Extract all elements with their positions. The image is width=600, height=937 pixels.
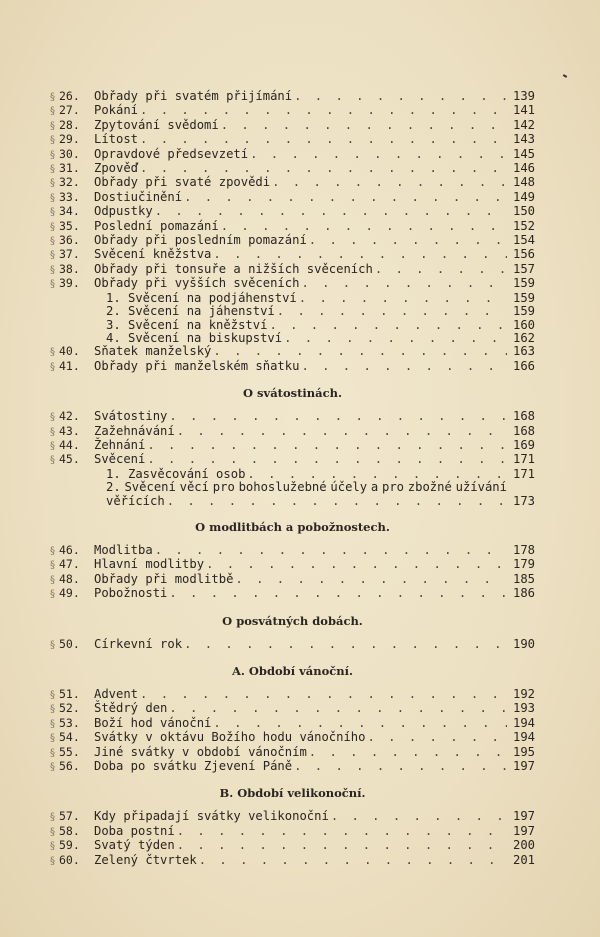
section-number-value: 47. (59, 557, 80, 572)
leader-dots (169, 410, 507, 423)
toc-entry-title: 2. Svěcení na jáhenství (106, 304, 275, 319)
section-heading-obdobi-velikonocni: B. Období velikonoční. (219, 786, 366, 801)
toc-entry-page: 146 (512, 161, 535, 176)
toc-entry-page: 159 (512, 290, 535, 305)
toc-entry (50, 176, 535, 190)
toc-entry-title: Dostiučinění (94, 189, 183, 204)
section-symbol: § (50, 412, 55, 424)
leader-dots (206, 558, 507, 571)
toc-entry-page: 193 (512, 701, 535, 716)
toc-entry-word: věcí (179, 480, 209, 495)
toc-entry (50, 825, 535, 839)
leader-dots (269, 319, 507, 332)
section-symbol: § (50, 192, 55, 204)
section-number-value: 38. (59, 261, 80, 276)
section-symbol: § (50, 236, 55, 248)
toc-entry (50, 104, 535, 118)
toc-entry-page: 200 (512, 838, 535, 853)
section-number-value: 46. (59, 542, 80, 557)
toc-entry-multiline-line1 (106, 481, 507, 494)
section-symbol: § (50, 135, 55, 147)
toc-group-1 (50, 90, 535, 374)
toc-entry-word: bohoslužebné (238, 480, 327, 495)
section-symbol: § (50, 704, 55, 716)
toc-entry-page: 156 (512, 247, 535, 262)
section-number (50, 90, 94, 104)
toc-entry (50, 544, 535, 558)
section-number (50, 558, 94, 572)
toc-entry-word: Svěcení (124, 480, 176, 495)
section-symbol: § (50, 762, 55, 774)
section-symbol: § (50, 207, 55, 219)
section-number (50, 191, 94, 205)
toc-entry-title: Boží hod vánoční (94, 715, 212, 730)
section-number (50, 439, 94, 453)
section-number-value: 57. (59, 809, 80, 824)
section-number (50, 234, 94, 248)
leader-dots (167, 495, 507, 508)
toc-entry (50, 205, 535, 219)
section-number-value: 37. (59, 247, 80, 262)
toc-entry-title: Kdy připadají svátky velikonoční (94, 809, 329, 824)
section-number (50, 263, 94, 277)
leader-dots (309, 746, 507, 759)
toc-entry-title: 1. Svěcení na podjáhenství (106, 290, 297, 305)
section-number (50, 587, 94, 601)
toc-entry-title: Obřady při vyšších svěceních (94, 276, 300, 291)
toc-entry-word: pro (212, 480, 235, 495)
leader-dots (299, 292, 507, 305)
toc-entry (50, 234, 535, 248)
section-number (50, 148, 94, 162)
section-symbol: § (50, 221, 55, 233)
leader-dots (301, 277, 507, 290)
toc-entry-page: 197 (512, 809, 535, 824)
toc-entry (50, 410, 535, 424)
section-number (50, 248, 94, 262)
toc-entry-title: Doba po svátku Zjevení Páně (94, 759, 293, 774)
section-symbol: § (50, 545, 55, 557)
toc-entry-page: 171 (512, 466, 535, 481)
toc-entry (50, 810, 535, 824)
section-number-value: 40. (59, 344, 80, 359)
toc-entry (50, 425, 535, 439)
section-number-value: 55. (59, 744, 80, 759)
toc-entry-word: zbožné (407, 480, 452, 495)
toc-entry-title: Svěcení (94, 452, 146, 467)
section-number-value: 43. (59, 423, 80, 438)
toc-entry (50, 191, 535, 205)
toc-entry-page: 194 (512, 730, 535, 745)
toc-entry (50, 248, 535, 262)
leader-dots (221, 220, 507, 233)
leader-dots (294, 90, 507, 103)
section-number-value: 50. (59, 636, 80, 651)
section-heading-svatostiny: O svátostinách. (243, 386, 342, 401)
toc-entry-page: 195 (512, 744, 535, 759)
leader-dots (155, 544, 507, 557)
section-number-value: 53. (59, 715, 80, 730)
section-number (50, 410, 94, 424)
toc-entry-title: Lítost (94, 132, 139, 147)
section-number-value: 29. (59, 132, 80, 147)
toc-entry-title: Pobožnosti (94, 586, 168, 601)
toc-entry (50, 292, 535, 305)
toc-entry-page: 149 (512, 189, 535, 204)
leader-dots (284, 332, 507, 345)
toc-entry (50, 839, 535, 853)
leader-dots (177, 839, 507, 852)
section-number-value: 41. (59, 358, 80, 373)
toc-entry-title: Zažehnávání (94, 423, 175, 438)
toc-entry (50, 332, 535, 345)
toc-entry-multiline (50, 481, 535, 494)
section-number-value: 45. (59, 452, 80, 467)
leader-dots (213, 345, 507, 358)
toc-entry-page: 178 (512, 542, 535, 557)
toc-entry-title: věřících (106, 493, 165, 508)
section-symbol: § (50, 426, 55, 438)
section-number (50, 544, 94, 558)
toc-entry-page: 162 (512, 330, 535, 345)
toc-entry-page: 190 (512, 636, 535, 651)
toc-entry (50, 345, 535, 359)
toc-entry (50, 90, 535, 104)
section-number-value: 52. (59, 701, 80, 716)
leader-dots (247, 468, 507, 481)
toc-entry-word: a (370, 480, 379, 495)
section-number (50, 731, 94, 745)
section-number-value: 39. (59, 276, 80, 291)
toc-entry (50, 468, 535, 481)
section-number-value: 42. (59, 409, 80, 424)
leader-dots (199, 854, 507, 867)
toc-entry-word: 2. (106, 480, 121, 495)
section-symbol: § (50, 639, 55, 651)
section-number-value: 59. (59, 838, 80, 853)
toc-entry-page: 185 (512, 571, 535, 586)
toc-entry (50, 162, 535, 176)
toc-entry (50, 702, 535, 716)
leader-dots (250, 148, 507, 161)
toc-entry-title: Advent (94, 687, 139, 701)
toc-entry-page: 197 (512, 759, 535, 774)
toc-entry (50, 220, 535, 234)
toc-entry-title: Církevní rok (94, 636, 183, 651)
toc-entry (50, 119, 535, 133)
section-number (50, 688, 94, 702)
leader-dots (140, 688, 507, 701)
toc-entry (50, 638, 535, 652)
leader-dots (221, 119, 507, 132)
section-number-value: 44. (59, 437, 80, 452)
section-symbol: § (50, 841, 55, 853)
section-number-value: 36. (59, 233, 80, 248)
table-of-contents (50, 90, 535, 868)
section-number-value: 48. (59, 571, 80, 586)
section-symbol: § (50, 455, 55, 467)
toc-entry-word: užívání (455, 480, 507, 495)
leader-dots (169, 702, 507, 715)
toc-entry-title: Poslední pomazání (94, 218, 219, 233)
section-number-value: 33. (59, 189, 80, 204)
toc-entry (50, 277, 535, 291)
toc-entry-page: 192 (512, 687, 535, 701)
section-heading-modlitby: O modlitbách a pobožnostech. (195, 519, 390, 534)
section-number-value: 31. (59, 161, 80, 176)
toc-entry (50, 558, 535, 572)
toc-entry-title: Sňatek manželský (94, 344, 212, 359)
section-number (50, 220, 94, 234)
section-number (50, 839, 94, 853)
toc-entry-title: Obřady při modlitbě (94, 571, 234, 586)
leader-dots (177, 425, 507, 438)
toc-group-4 (50, 638, 535, 652)
toc-entry-title: Žehnání (94, 437, 146, 452)
toc-entry-title: Odpustky (94, 204, 153, 219)
leader-dots (294, 760, 507, 773)
toc-entry-title: Obřady při posledním pomazání (94, 233, 307, 248)
section-number (50, 854, 94, 868)
toc-entry (50, 717, 535, 731)
section-heading-posvatne-doby: O posvátných dobách. (222, 613, 363, 628)
section-number (50, 162, 94, 176)
toc-entry-page: 139 (512, 89, 535, 103)
toc-entry-title: Obřady při svaté zpovědi (94, 175, 271, 190)
leader-dots (331, 810, 507, 823)
toc-entry (50, 854, 535, 868)
toc-entry-page: 194 (512, 715, 535, 730)
toc-entry (50, 760, 535, 774)
leader-dots (155, 205, 507, 218)
section-symbol: § (50, 361, 55, 373)
toc-entry-title: Zpověď (94, 161, 139, 176)
section-symbol: § (50, 92, 55, 103)
section-number (50, 277, 94, 291)
section-symbol: § (50, 589, 55, 601)
leader-dots (169, 587, 507, 600)
toc-entry-multiline-cont (50, 495, 535, 508)
toc-entry-page: 159 (512, 276, 535, 291)
toc-entry-title: Jiné svátky v období vánočním (94, 744, 307, 759)
leader-dots (177, 825, 507, 838)
toc-entry (50, 453, 535, 467)
section-number (50, 825, 94, 839)
toc-entry-title: Obřady při tonsuře a nižších svěceních (94, 261, 373, 276)
toc-entry-word: pro (382, 480, 405, 495)
section-number (50, 119, 94, 133)
section-number-value: 49. (59, 586, 80, 601)
toc-entry (50, 573, 535, 587)
toc-entry-title: Svátky v oktávu Božího hodu vánočního (94, 730, 366, 745)
toc-group-2 (50, 410, 535, 481)
toc-entry-page: 171 (512, 452, 535, 467)
leader-dots (140, 162, 507, 175)
section-number (50, 176, 94, 190)
toc-entry-page: 169 (512, 437, 535, 452)
section-number (50, 573, 94, 587)
section-number-value: 32. (59, 175, 80, 190)
toc-entry-page: 197 (512, 823, 535, 838)
leader-dots (140, 133, 507, 146)
section-symbol: § (50, 279, 55, 291)
toc-entry-page: 143 (512, 132, 535, 147)
leader-dots (309, 234, 507, 247)
leader-dots (147, 439, 507, 452)
leader-dots (213, 717, 507, 730)
section-number (50, 360, 94, 374)
toc-entry-page: 148 (512, 175, 535, 190)
toc-entry (50, 746, 535, 760)
section-heading-obdobi-vanocni: A. Období vánoční. (231, 664, 353, 678)
section-number-value: 28. (59, 117, 80, 132)
toc-entry-page: 163 (512, 344, 535, 359)
toc-entry-page: 159 (512, 304, 535, 319)
section-symbol: § (50, 718, 55, 730)
toc-entry-page: 152 (512, 218, 535, 233)
toc-entry (50, 439, 535, 453)
toc-entry-title: 3. Svěcení na kněžství (106, 317, 268, 332)
section-number (50, 205, 94, 219)
section-number (50, 104, 94, 118)
section-number (50, 133, 94, 147)
toc-entry-title: Zpytování svědomí (94, 117, 219, 132)
section-number-value: 58. (59, 823, 80, 838)
section-symbol: § (50, 250, 55, 262)
section-number (50, 746, 94, 760)
section-number (50, 702, 94, 716)
toc-group-6 (50, 810, 535, 868)
section-symbol: § (50, 812, 55, 824)
section-symbol: § (50, 747, 55, 759)
toc-entry-page: 166 (512, 358, 535, 373)
section-number (50, 760, 94, 774)
toc-entry-title: 1. Zasvěcování osob (106, 466, 246, 481)
toc-entry-word: účely (330, 480, 368, 495)
leader-dots (368, 731, 508, 744)
toc-entry-title: Svěcení kněžstva (94, 247, 212, 262)
section-number-value: 30. (59, 146, 80, 161)
section-number (50, 453, 94, 467)
section-symbol: § (50, 690, 55, 701)
toc-entry-title: Štědrý den (94, 701, 168, 716)
page-speck (563, 74, 567, 78)
section-number-value: 27. (59, 103, 80, 118)
section-symbol: § (50, 855, 55, 867)
leader-dots (277, 305, 507, 318)
toc-group-3 (50, 544, 535, 602)
toc-entry-title: Opravdové předsevzetí (94, 146, 249, 161)
toc-entry-page: 186 (512, 586, 535, 601)
toc-entry-title: 4. Svěcení na biskupství (106, 330, 283, 345)
section-symbol: § (50, 164, 55, 176)
section-number-value: 35. (59, 218, 80, 233)
toc-entry-title: Pokání (94, 103, 139, 118)
section-symbol: § (50, 264, 55, 276)
leader-dots (375, 263, 507, 276)
toc-entry-page: 142 (512, 117, 535, 132)
toc-entry-title: Hlavní modlitby (94, 557, 205, 572)
leader-dots (272, 176, 507, 189)
toc-entry (50, 731, 535, 745)
section-symbol: § (50, 440, 55, 452)
toc-entry-title: Obřady při manželském sňatku (94, 358, 300, 373)
toc-entry-page: 201 (512, 852, 535, 867)
toc-entry-page: 168 (512, 423, 535, 438)
toc-entry (50, 319, 535, 332)
section-symbol: § (50, 574, 55, 586)
toc-entry-page: 145 (512, 146, 535, 161)
leader-dots (140, 104, 507, 117)
toc-entry (50, 148, 535, 162)
toc-entry-page: 173 (512, 493, 535, 508)
toc-entry-page: 160 (512, 317, 535, 332)
leader-dots (147, 453, 507, 466)
toc-entry-page: 154 (512, 233, 535, 248)
section-number-value: 56. (59, 759, 80, 774)
toc-entry-title: Doba postní (94, 823, 175, 838)
section-number (50, 810, 94, 824)
section-number (50, 425, 94, 439)
section-symbol: § (50, 149, 55, 161)
toc-group-5 (50, 688, 535, 774)
toc-entry (50, 133, 535, 147)
section-number-value: 54. (59, 730, 80, 745)
section-number-value: 34. (59, 204, 80, 219)
toc-entry (50, 263, 535, 277)
section-symbol: § (50, 178, 55, 190)
leader-dots (184, 638, 507, 651)
toc-entry-page: 150 (512, 204, 535, 219)
toc-entry-title: Modlitba (94, 542, 153, 557)
toc-entry-title: Svátostiny (94, 409, 168, 424)
leader-dots (213, 248, 507, 261)
leader-dots (301, 360, 507, 373)
section-number (50, 638, 94, 652)
section-number (50, 717, 94, 731)
toc-entry-title: Svatý týden (94, 838, 175, 853)
section-number-value: 60. (59, 852, 80, 867)
leader-dots (235, 573, 507, 586)
toc-entry-page: 168 (512, 409, 535, 424)
section-symbol: § (50, 347, 55, 359)
toc-entry (50, 360, 535, 374)
section-symbol: § (50, 106, 55, 118)
toc-entry-page: 179 (512, 557, 535, 572)
toc-entry-title: Obřady při svatém přijímání (94, 89, 293, 103)
leader-dots (184, 191, 507, 204)
section-number-value: 51. (59, 687, 80, 701)
toc-entry-page: 141 (512, 103, 535, 118)
section-symbol: § (50, 120, 55, 132)
toc-entry (50, 587, 535, 601)
section-number-value: 26. (59, 89, 80, 103)
toc-entry-title: Zelený čtvrtek (94, 852, 197, 867)
section-symbol: § (50, 560, 55, 572)
section-symbol: § (50, 733, 55, 745)
section-symbol: § (50, 826, 55, 838)
toc-entry-page: 157 (512, 261, 535, 276)
toc-entry (50, 305, 535, 318)
section-number (50, 345, 94, 359)
